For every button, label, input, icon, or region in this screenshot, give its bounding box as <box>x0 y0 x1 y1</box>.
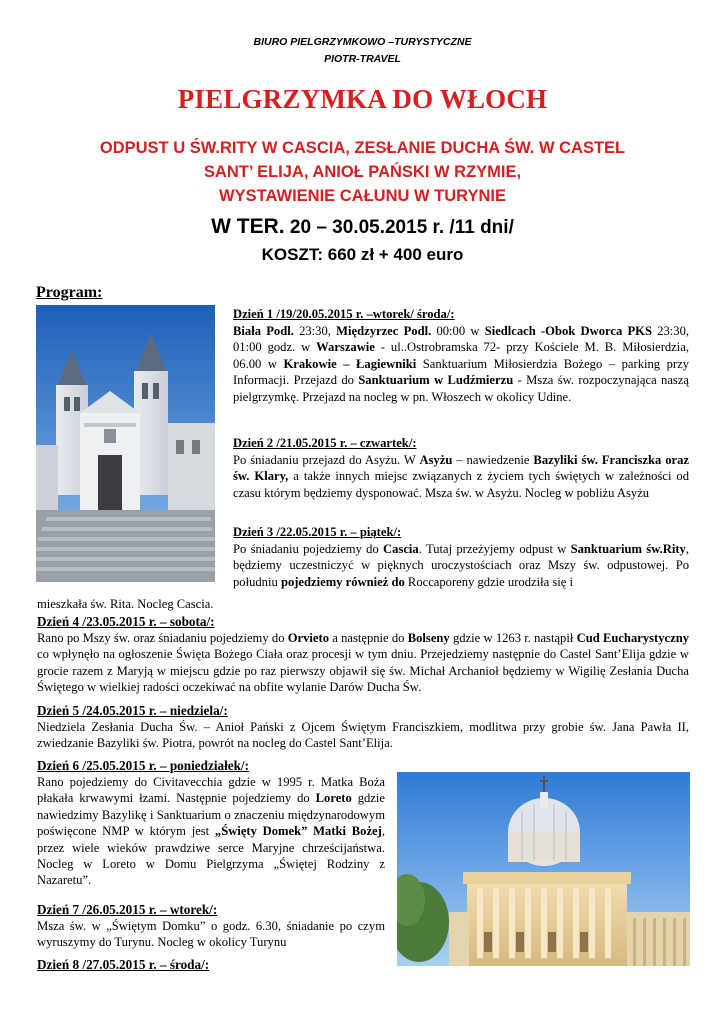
text-run: – nawiedzenie <box>452 453 534 467</box>
day-4-section <box>37 613 689 696</box>
day-4-description <box>37 630 689 696</box>
text-run: , będziemy uczestniczyć w pięknych uroczystościach oraz Mszy św. odpustowej. Po południu <box>233 542 689 589</box>
day-3-heading: Dzień 3 /22.05.2015 r. – piątek/: <box>233 525 402 539</box>
text-run: Rano pojedziemy do Civitavecchia gdzie w 1995 r. Matka Boża płakała krwawymi łzami. Następnie pojedziemy do <box>37 775 385 806</box>
cascia-basilica-illustration <box>36 305 215 582</box>
emphasized-text: Orvieto <box>287 631 329 645</box>
day-2-heading: Dzień 2 /21.05.2015 r. – czwartek/: <box>233 436 417 450</box>
text-run: Po śniadaniu pojedziemy do <box>233 542 384 556</box>
day-5-section <box>37 702 689 752</box>
page-title: PIELGRZYMKA DO WŁOCH <box>177 84 548 114</box>
day-7-heading: Dzień 7 /26.05.2015 r. – wtorek/: <box>37 902 218 917</box>
day-1-section <box>233 306 689 405</box>
day-6-description <box>37 774 385 889</box>
emphasized-text: Sanktuarium św.Rity <box>570 542 686 556</box>
emphasized-text: Krakowie – Łagiewniki <box>283 356 417 371</box>
emphasized-text: Cascia <box>383 542 419 556</box>
agency-name-line1: BIURO PIELGRZYMKOWO –TURYSTYCZNE <box>253 36 472 48</box>
trip-dates-prefix: W TER. <box>211 215 285 238</box>
text-run: Sanktuarium Miłosierdzia Bożego – parking przy Informacji. Przejazd do <box>233 356 689 388</box>
day-1-description <box>233 323 689 405</box>
emphasized-text: Międzyrzec Podl. <box>336 324 432 338</box>
emphasized-text: Loreto <box>315 791 352 806</box>
day-7-section <box>37 901 385 951</box>
text-run: - ul..Ostrobramska 72- przy Kościele M. B. Miłosierdzia, 06.00 w <box>233 340 690 371</box>
text-run: gdzie w 1263 r. nastąpił <box>449 631 577 645</box>
text-run: Po śniadaniu przejazd do Asyżu. W <box>233 453 420 467</box>
text-run: a następnie do <box>329 631 408 645</box>
subtitle-line3: WYSTAWIENIE CAŁUNU W TURYNIE <box>219 187 506 205</box>
day-2-description <box>233 452 689 501</box>
text-run: - Msza św. rozpoczynająca naszą pielgrzymkę. Przejazd na nocleg w pn. Włoszech w okolicy Udine. <box>233 373 689 404</box>
day-8-heading: Dzień 8 /27.05.2015 r. – środa/: <box>37 957 210 972</box>
emphasized-text: pojedziemy również do <box>280 574 405 589</box>
day-6-heading: Dzień 6 /25.05.2015 r. – poniedziałek/: <box>37 758 249 773</box>
emphasized-text: „Święty Domek” Matki Bożej <box>214 824 382 839</box>
text-run: gdzie nawiedzimy Bazylikę i Sanktuarium o znaczeniu międzynarodowym poświęcone NMP w którym jest <box>37 791 386 839</box>
text-run: Msza św. w „Świętym Domku” o godz. 6.30, śniadanie po czym wyruszymy do Turynu. Nocleg w okolicy Turynu <box>37 919 385 950</box>
day-5-description <box>37 719 689 752</box>
day-4-heading: Dzień 4 /23.05.2015 r. – sobota/: <box>37 614 215 629</box>
trip-dates <box>0 215 725 239</box>
program-label: Program: <box>36 284 103 301</box>
emphasized-text: Asyżu <box>419 453 453 467</box>
text-run: a także innych miejsc związanych z życiem tych świętych w zależności od czasu którym będziemy dysponować. Msza św. w Asyżu. Nocleg w pobliżu Asyżu <box>233 469 689 500</box>
text-run: 00:00 w <box>431 324 485 338</box>
emphasized-text: Warszawie <box>316 340 375 355</box>
text-run: Roccaporeny gdzie urodziła się i <box>404 574 573 589</box>
text-run: co wpłynęło na ogłoszenie Święta Bożego Ciała oraz procesji w tym dniu. Przejedziemy następnie do Castel Sant’Elija gdzie w grocie razem z Maryją w miejscu gdzie po raz pierwszy objawił się św. Michał Archanioł będziemy w Wigilię Zesłania Ducha Świętego w wielkiej radości oczekiwać na obfite wylanie Darów Ducha Św. <box>37 647 689 695</box>
agency-name-line2: PIOTR-TRAVEL <box>324 53 401 65</box>
emphasized-text: Sanktuarium w Ludźmierzu <box>358 373 514 388</box>
day-2-section <box>233 435 689 501</box>
text-run: 23:30, <box>293 324 337 338</box>
day-6-section <box>37 757 385 889</box>
emphasized-text: Siedlcach -Obok Dworca PKS <box>484 324 652 338</box>
st-peters-basilica-image <box>397 772 690 966</box>
emphasized-text: Bazyliki św. Franciszka oraz św. Klary, <box>233 453 689 484</box>
day-3-description <box>233 541 689 590</box>
text-run: , przez wiele wieków prawdziwe serce Maryjne chrześcijaństwa. Nocleg w Loreto w Domu Pielgrzyma „Świętej Rodziny z Nazaretu”. <box>37 824 385 888</box>
subtitle-line1: ODPUST U ŚW.RITY W CASCIA, ZESŁANIE DUCHA ŚW. W CASTEL <box>99 139 626 157</box>
day-1-heading: Dzień 1 /19/20.05.2015 r. –wtorek/ środa/: <box>233 307 455 321</box>
day-3-continuation: mieszkała św. Rita. Nocleg Cascia. <box>37 597 214 611</box>
trip-cost: KOSZT: 660 zł + 400 euro <box>261 245 464 264</box>
emphasized-text: Cud Eucharystyczny <box>576 631 689 645</box>
day-7-description <box>37 918 385 951</box>
text-run: . Tutaj przeżyjemy odpust w <box>418 542 571 556</box>
emphasized-text: Biała Podl. <box>233 324 294 338</box>
day-3-section <box>233 524 689 590</box>
day-8-section <box>37 956 385 973</box>
cascia-basilica-image <box>36 305 215 582</box>
text-run: Rano po Mszy św. oraz śniadaniu pojedziemy do <box>37 631 288 645</box>
text-run: 23:30, 01:00 godz. w <box>233 324 690 355</box>
emphasized-text: Bolseny <box>407 631 450 645</box>
trip-dates-value: 20 – 30.05.2015 r. /11 dni/ <box>284 217 514 238</box>
subtitle-line2: SANT’ ELIJA, ANIOŁ PAŃSKI W RZYMIE, <box>203 163 522 181</box>
st-peters-basilica-illustration <box>397 772 690 966</box>
text-run: Niedziela Zesłania Ducha Św. – Anioł Pański z Ojcem Świętym Franciszkiem, modlitwa przy grobie św. Jana Pawła II, zwiedzanie Bazyliki św. Piotra, powrót na nocleg do Castel Sant’Elija. <box>37 720 689 751</box>
day-5-heading: Dzień 5 /24.05.2015 r. – niedziela/: <box>37 703 228 718</box>
